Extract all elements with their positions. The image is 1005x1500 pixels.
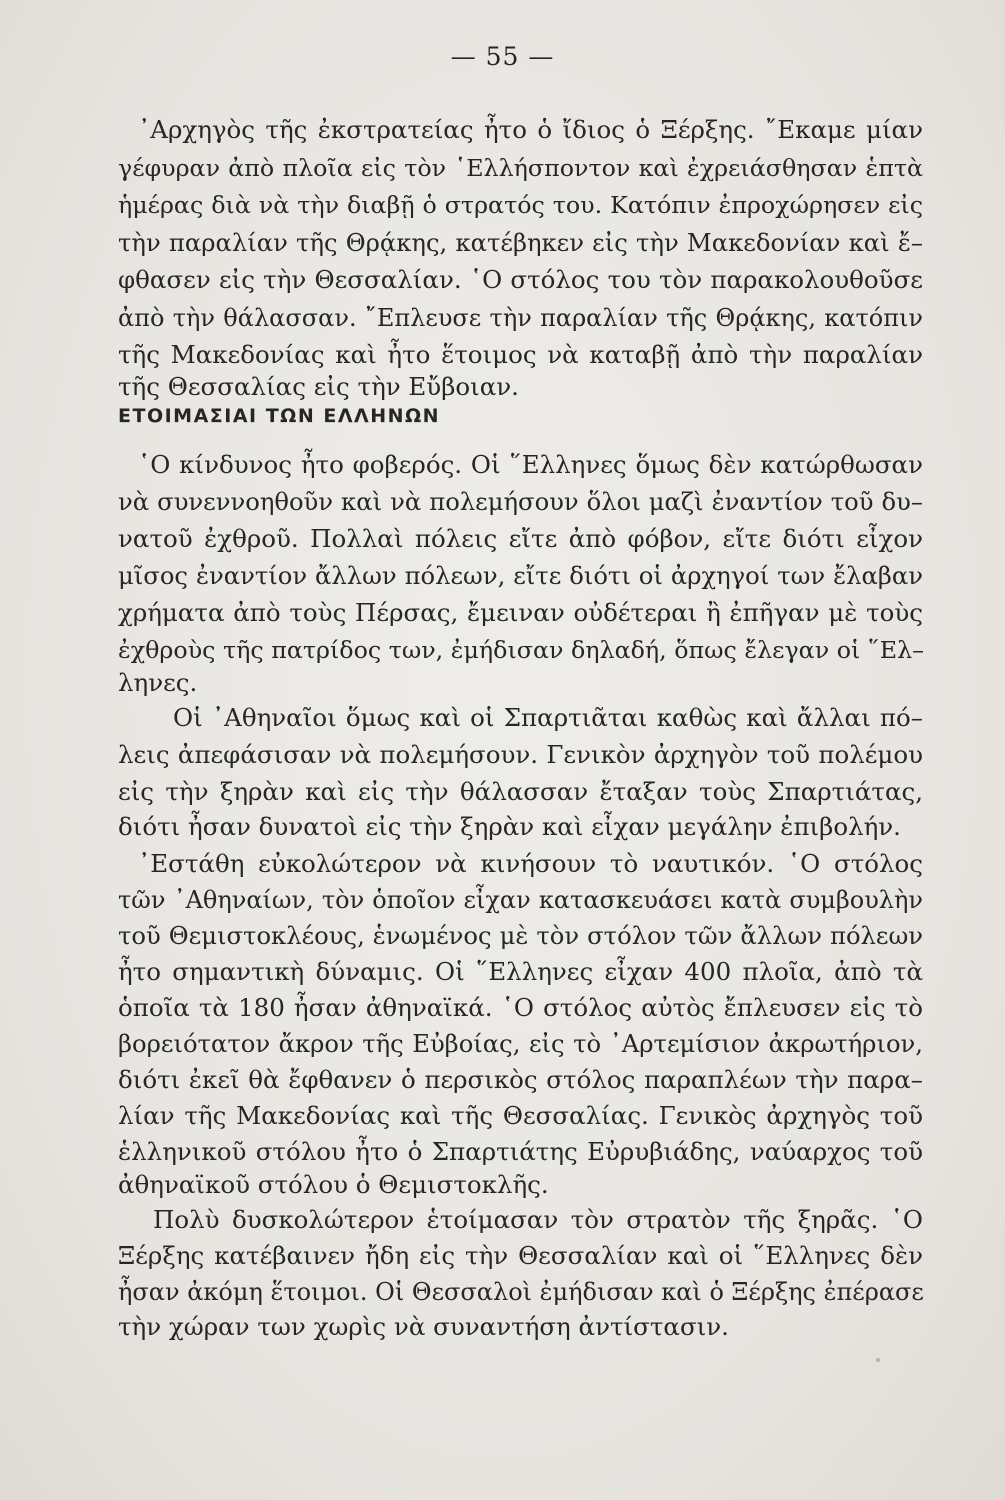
text-line: λίαν τῆς Μακεδονίας καὶ τῆς Θεσσαλίας. Γενικὸς ἀρχηγὸς τοῦ: [118, 1101, 923, 1130]
paper-speck: [876, 1358, 880, 1362]
text-line: ἐχθροὺς τῆς πατρίδος των, ἐμήδισαν δηλαδή, ὅπως ἔλεγαν οἱ ῞Ελ–: [118, 636, 925, 664]
text-line: διότι ἦσαν δυνατοὶ εἰς τὴν ξηρὰν καὶ εἶχαν μεγάλην ἐπιβολήν.: [118, 812, 901, 841]
text-line: ὁποῖα τὰ 180 ἦσαν ἀθηναϊκά. ῾Ο στόλος αὐτὸς ἔπλευσεν εἰς τὸ: [118, 993, 923, 1022]
text-line: ἦτο σημαντικὴ δύναμις. Οἱ ῞Ελληνες εἶχαν 400 πλοῖα, ἀπὸ τὰ: [118, 957, 923, 986]
text-line: Ξέρξης κατέβαινεν ἤδη εἰς τὴν Θεσσαλίαν καὶ οἱ ῞Ελληνες δὲν: [118, 1241, 923, 1270]
text-line: χρήματα ἀπὸ τοὺς Πέρσας, ἔμειναν οὐδέτεραι ἢ ἐπῆγαν μὲ τοὺς: [118, 598, 923, 627]
text-line: ᾿Εστάθη εὐκολώτερον νὰ κινήσουν τὸ ναυτικόν. ῾Ο στόλος: [138, 849, 923, 878]
text-line: νὰ συνεννοηθοῦν καὶ νὰ πολεμήσουν ὅλοι μαζὶ ἐναντίον τοῦ δυ–: [118, 487, 923, 516]
text-line: ᾿Αρχηγὸς τῆς ἐκστρατείας ἦτο ὁ ἴδιος ὁ Ξέρξης. ῎Εκαμε μίαν: [138, 115, 923, 144]
text-line: διότι ἐκεῖ θὰ ἔφθανεν ὁ περσικὸς στόλος παραπλέων τὴν παρα–: [118, 1065, 923, 1094]
text-line: γέφυραν ἀπὸ πλοῖα εἰς τὸν ῾Ελλήσποντον καὶ ἐχρειάσθησαν ἑπτὰ: [118, 154, 923, 182]
page-number: — 55 —: [450, 42, 555, 71]
text-line: ῾Ο κίνδυνος ἦτο φοβερός. Οἱ ῞Ελληνες ὅμως δὲν κατώρθωσαν: [138, 450, 923, 479]
text-line: εἰς τὴν ξηρὰν καὶ εἰς τὴν θάλασσαν ἔταξαν τοὺς Σπαρτιάτας,: [118, 777, 923, 806]
text-line: ἀπὸ τὴν θάλασσαν. ῎Επλευσε τὴν παραλίαν τῆς Θρᾴκης, κατόπιν: [118, 304, 923, 332]
text-line: τῶν ᾿Αθηναίων, τὸν ὁποῖον εἶχαν κατασκευάσει κατὰ συμβουλὴν: [118, 886, 923, 914]
text-line: λεις ἀπεφάσισαν νὰ πολεμήσουν. Γενικὸν ἀρχηγὸν τοῦ πολέμου: [118, 740, 923, 769]
text-line: Πολὺ δυσκολώτερον ἑτοίμασαν τὸν στρατὸν τῆς ξηρᾶς. ῾Ο: [153, 1205, 923, 1234]
section-heading: ΕΤΟΙΜΑΣΙΑΙ ΤΩΝ ΕΛΛΗΝΩΝ: [118, 405, 441, 427]
text-line: ἑλληνικοῦ στόλου ἦτο ὁ Σπαρτιάτης Εὐρυβιάδης, ναύαρχος τοῦ: [118, 1137, 923, 1166]
text-line: τῆς Θεσσαλίας εἰς τὴν Εὔβοιαν.: [118, 372, 519, 401]
text-line: τοῦ Θεμιστοκλέους, ἑνωμένος μὲ τὸν στόλον τῶν ἄλλων πόλεων: [118, 921, 923, 950]
text-line: ληνες.: [118, 668, 198, 697]
text-line: ἦσαν ἀκόμη ἕτοιμοι. Οἱ Θεσσαλοὶ ἐμήδισαν καὶ ὁ Ξέρξης ἐπέρασε: [118, 1278, 924, 1306]
text-line: ἀθηναϊκοῦ στόλου ὁ Θεμιστοκλῆς.: [118, 1170, 549, 1199]
text-line: Οἱ ᾿Αθηναῖοι ὅμως καὶ οἱ Σπαρτιᾶται καθὼς καὶ ἄλλαι πό–: [173, 703, 923, 732]
text-line: ἡμέρας διὰ νὰ τὴν διαβῇ ὁ στρατός του. Κατόπιν ἐπροχώρησεν εἰς: [118, 191, 923, 219]
text-line: νατοῦ ἐχθροῦ. Πολλαὶ πόλεις εἴτε ἀπὸ φόβον, εἴτε διότι εἶχον: [118, 524, 923, 553]
text-line: βορειότατον ἄκρον τῆς Εὐβοίας, εἰς τὸ ᾿Αρτεμίσιον ἀκρωτήριον,: [118, 1029, 923, 1058]
text-line: τὴν παραλίαν τῆς Θρᾴκης, κατέβηκεν εἰς τὴν Μακεδονίαν καὶ ἔ–: [118, 228, 923, 257]
text-line: μῖσος ἐναντίον ἄλλων πόλεων, εἴτε διότι οἱ ἀρχηγοί των ἔλαβαν: [118, 561, 923, 590]
text-line: τὴν χώραν των χωρὶς νὰ συναντήση ἀντίστασιν.: [118, 1312, 729, 1341]
text-line: φθασεν εἰς τὴν Θεσσαλίαν. ῾Ο στόλος του τὸν παρακολουθοῦσε: [118, 265, 923, 294]
text-line: τῆς Μακεδονίας καὶ ἦτο ἕτοιμος νὰ καταβῇ ἀπὸ τὴν παραλίαν: [118, 340, 923, 369]
